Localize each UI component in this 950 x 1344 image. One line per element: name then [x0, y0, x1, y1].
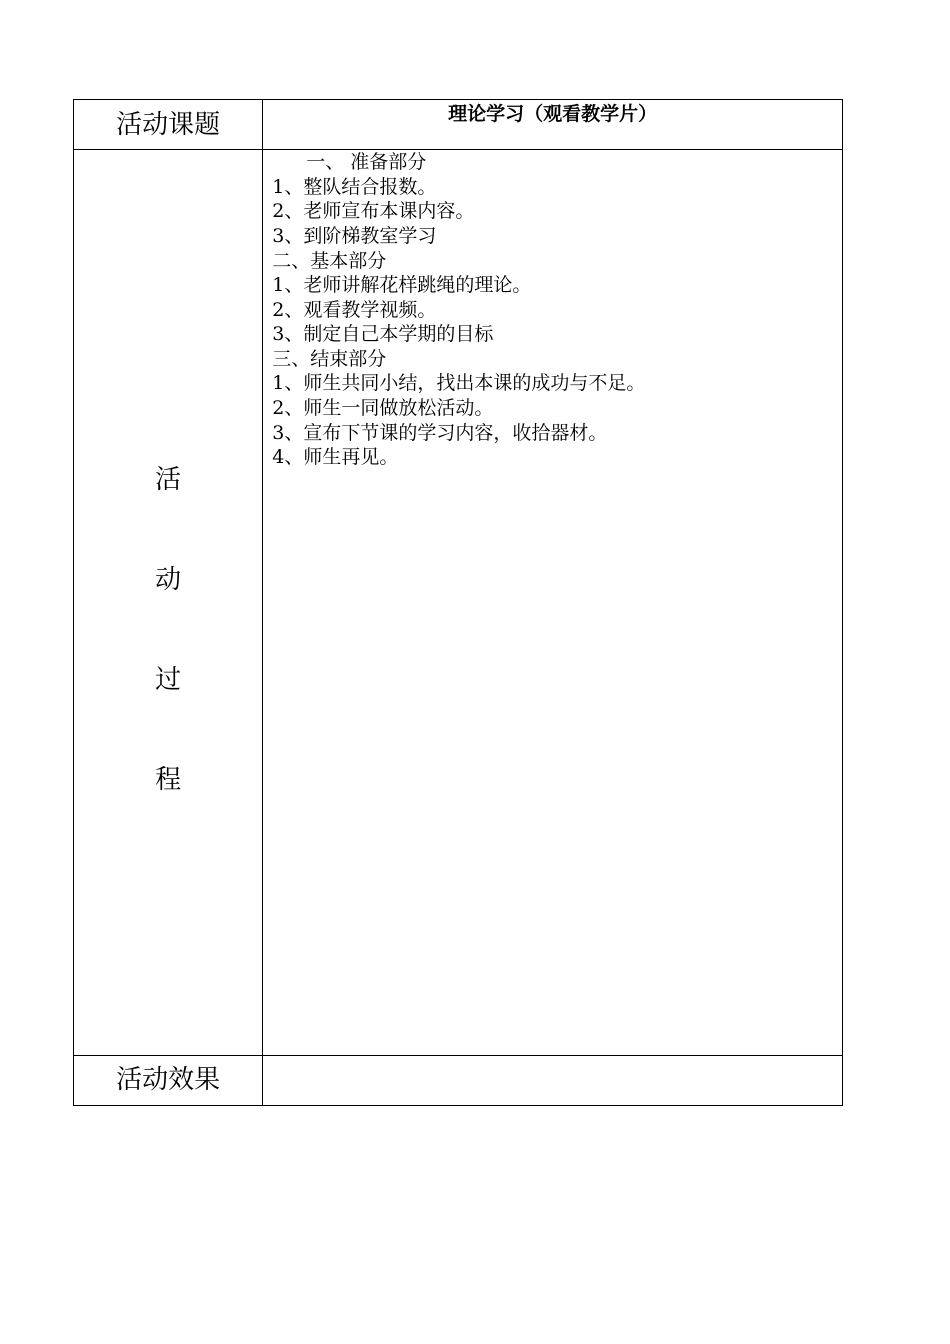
section-heading: 三、结束部分	[272, 347, 387, 370]
effect-label: 活动效果	[74, 1055, 263, 1105]
list-item: 1、师生共同小结，找出本课的成功与不足。	[272, 372, 646, 395]
list-item: 2、师生一同做放松活动。	[272, 397, 494, 420]
process-list	[272, 150, 842, 470]
list-item: 2、观看教学视频。	[272, 298, 437, 321]
process-label-char: 动	[155, 565, 182, 596]
list-item: 3、制定自己本学期的目标	[272, 323, 494, 346]
process-label-char: 活	[155, 465, 182, 496]
process-label-cell	[74, 150, 263, 1056]
section-heading: 一、 准备部分	[306, 151, 427, 174]
list-item: 1、老师讲解花样跳绳的理论。	[272, 274, 532, 297]
topic-label: 活动课题	[74, 100, 263, 150]
process-label-char: 程	[155, 765, 182, 796]
topic-row	[74, 100, 843, 150]
list-item: 2、老师宣布本课内容。	[272, 200, 475, 223]
activity-table	[73, 99, 843, 1106]
effect-row	[74, 1055, 843, 1105]
process-label	[74, 460, 262, 860]
effect-value	[263, 1055, 843, 1105]
list-item: 1、整队结合报数。	[272, 175, 437, 198]
list-item: 4、师生再见。	[272, 446, 399, 469]
process-label-char: 过	[155, 665, 182, 696]
section-heading: 二、基本部分	[272, 249, 387, 272]
list-item: 3、到阶梯教室学习	[272, 224, 437, 247]
topic-value: 理论学习（观看教学片）	[263, 100, 843, 150]
process-row	[74, 150, 843, 1056]
process-content-cell	[263, 150, 843, 1056]
list-item: 3、宣布下节课的学习内容，收拾器材。	[272, 421, 608, 444]
